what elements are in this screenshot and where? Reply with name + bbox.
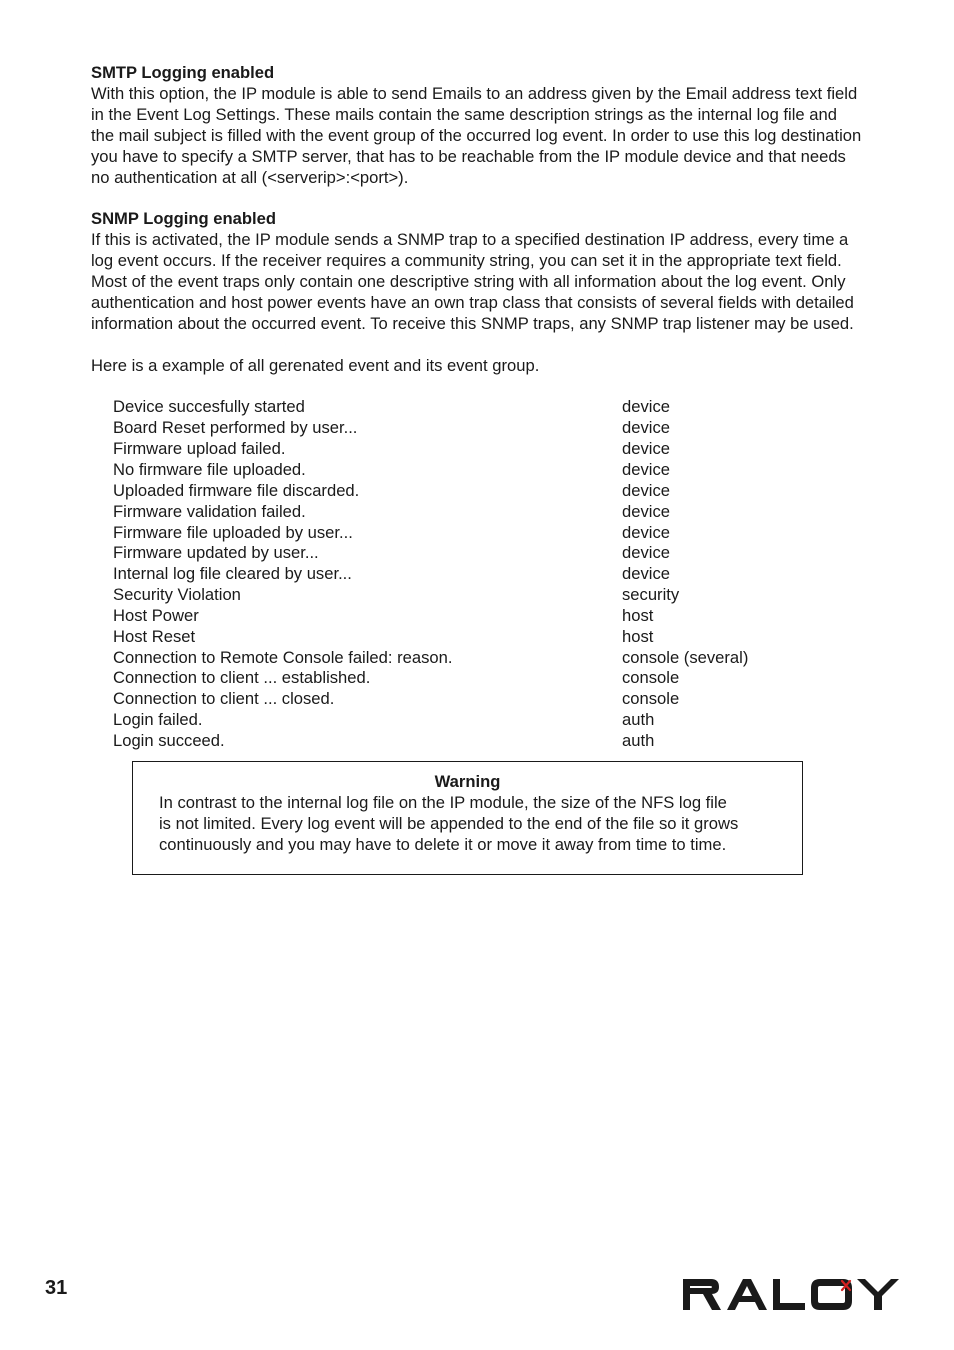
event-description: Firmware validation failed. bbox=[113, 501, 306, 521]
snmp-line: authentication and host power events have an own trap class that consists of several fields with detailed bbox=[91, 292, 854, 312]
event-group: device bbox=[622, 439, 670, 459]
event-description: Firmware file uploaded by user... bbox=[113, 522, 353, 542]
event-group: device bbox=[622, 564, 670, 584]
event-description: Firmware upload failed. bbox=[113, 439, 286, 459]
event-description: Login failed. bbox=[113, 710, 203, 730]
warning-line: is not limited. Every log event will be appended to the end of the file so it grows bbox=[159, 813, 739, 833]
smtp-line: With this option, the IP module is able to send Emails to an address given by the Email address text field bbox=[91, 83, 858, 103]
smtp-paragraph bbox=[91, 84, 913, 189]
event-description: Firmware updated by user... bbox=[113, 543, 319, 563]
event-description: Connection to client ... closed. bbox=[113, 689, 335, 709]
snmp-line: information about the occurred event. To receive this SNMP traps, any SNMP trap listener may be used. bbox=[91, 313, 854, 333]
page-content bbox=[91, 63, 913, 752]
table-row bbox=[113, 689, 913, 710]
event-description: Uploaded firmware file discarded. bbox=[113, 480, 360, 500]
event-description: No firmware file uploaded. bbox=[113, 459, 306, 479]
event-group: device bbox=[622, 522, 670, 542]
table-row bbox=[113, 481, 913, 502]
table-row bbox=[113, 543, 913, 564]
smtp-line: you have to specify a SMTP server, that has to be reachable from the IP module device and that needs bbox=[91, 146, 846, 166]
snmp-line: log event occurs. If the receiver requires a community string, you can set it in the appropriate text field. bbox=[91, 251, 842, 271]
table-row bbox=[113, 502, 913, 523]
table-row bbox=[113, 460, 913, 481]
event-group: console bbox=[622, 668, 680, 688]
table-row bbox=[113, 648, 913, 669]
event-description: Internal log file cleared by user... bbox=[113, 564, 352, 584]
event-group: console (several) bbox=[622, 647, 749, 667]
event-description: Host Power bbox=[113, 605, 199, 625]
event-description: Device succesfully started bbox=[113, 397, 305, 417]
table-row bbox=[113, 418, 913, 439]
table-row bbox=[113, 397, 913, 418]
event-group: device bbox=[622, 543, 670, 563]
table-row bbox=[113, 523, 913, 544]
warning-title: Warning bbox=[434, 772, 501, 791]
table-row bbox=[113, 627, 913, 648]
smtp-heading: SMTP Logging enabled bbox=[91, 63, 275, 82]
table-row bbox=[113, 731, 913, 752]
event-group: host bbox=[622, 605, 654, 625]
event-group: auth bbox=[622, 730, 655, 750]
snmp-line: Most of the event traps only contain one descriptive string with all information about the log event. Only bbox=[91, 272, 846, 292]
event-description: Host Reset bbox=[113, 626, 196, 646]
table-row bbox=[113, 585, 913, 606]
snmp-heading: SNMP Logging enabled bbox=[91, 209, 276, 229]
event-description: Login succeed. bbox=[113, 730, 225, 750]
event-group: device bbox=[622, 480, 670, 500]
table-row bbox=[113, 439, 913, 460]
event-group: security bbox=[622, 585, 680, 605]
event-group: console bbox=[622, 689, 680, 709]
event-group: device bbox=[622, 501, 670, 521]
warning-line: continuously and you may have to delete it or move it away from time to time. bbox=[159, 834, 727, 854]
table-row bbox=[113, 668, 913, 689]
table-row bbox=[113, 606, 913, 627]
event-description: Board Reset performed by user... bbox=[113, 418, 358, 438]
smtp-line: the mail subject is filled with the event group of the occurred log event. In order to use this log destination bbox=[91, 125, 862, 145]
snmp-paragraph bbox=[91, 230, 913, 335]
event-group: host bbox=[622, 626, 654, 646]
smtp-line: in the Event Log Settings. These mails contain the same description strings as the internal log file and bbox=[91, 104, 837, 124]
warning-box bbox=[132, 761, 803, 875]
event-group: auth bbox=[622, 710, 655, 730]
snmp-line: If this is activated, the IP module sends a SNMP trap to a specified destination IP address, every time a bbox=[91, 230, 849, 250]
event-group: device bbox=[622, 397, 670, 417]
raloy-logo bbox=[681, 1276, 910, 1312]
event-table bbox=[113, 397, 913, 751]
smtp-line: no authentication at all (<serverip>:<port>). bbox=[91, 167, 409, 187]
event-group: device bbox=[622, 459, 670, 479]
table-row bbox=[113, 710, 913, 731]
table-row bbox=[113, 564, 913, 585]
event-description: Security Violation bbox=[113, 585, 241, 605]
event-description: Connection to Remote Console failed: reason. bbox=[113, 647, 453, 667]
event-group: device bbox=[622, 418, 670, 438]
page-number: 31 bbox=[45, 1277, 68, 1299]
events-intro: Here is a example of all gerenated event and its event group. bbox=[91, 355, 540, 375]
event-description: Connection to client ... established. bbox=[113, 668, 371, 688]
warning-line: In contrast to the internal log file on the IP module, the size of the NFS log file bbox=[159, 792, 727, 812]
